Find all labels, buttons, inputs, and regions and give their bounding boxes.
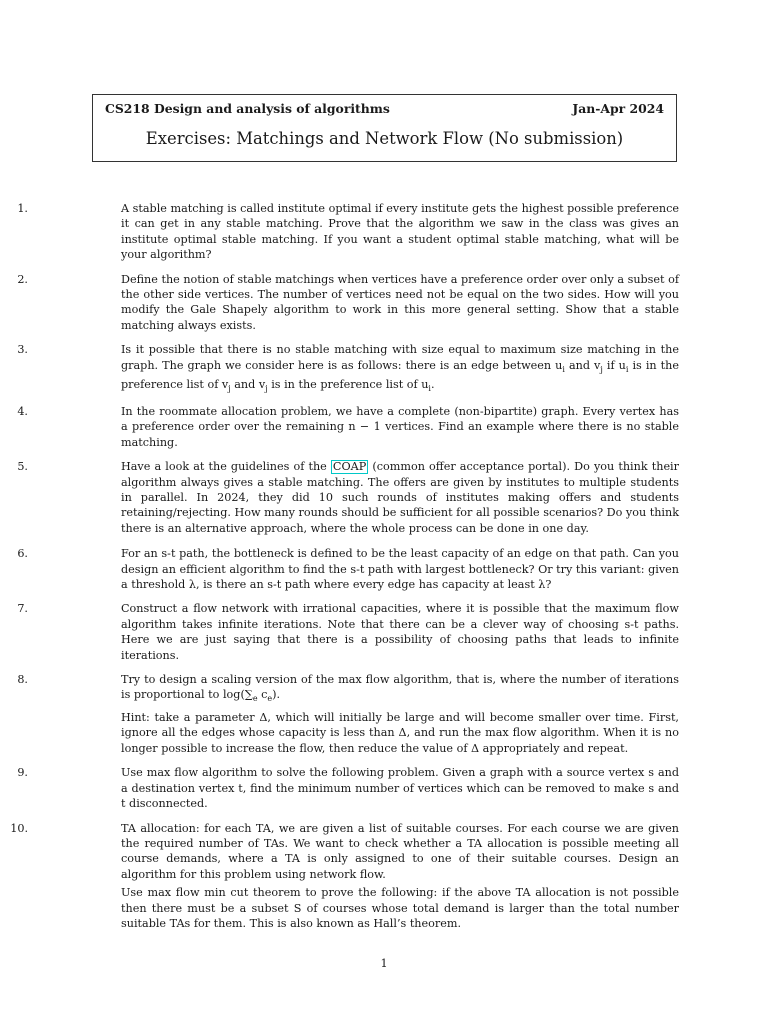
exercise-number: 10.	[10, 821, 28, 835]
exercise-item	[0, 201, 679, 263]
exercise-text: if u	[602, 358, 626, 372]
exercise-number: 6.	[17, 547, 28, 561]
page-number: 1	[380, 957, 388, 970]
exercise-item	[0, 459, 679, 536]
math-subscript: e	[252, 694, 258, 704]
exercise-paragraph	[121, 459, 679, 536]
exercise-text: is in the preference list of v	[121, 358, 679, 392]
exercise-number: 9.	[17, 766, 28, 780]
exercise-text: Have a look at the guidelines of the	[121, 460, 331, 474]
exercise-text: Use max flow algorithm to solve the following problem. Given a graph with a source vertex s and a destination vertex t, find the minimum number of vertices which can be removed to make s and t disconnected.	[121, 766, 679, 811]
math-subscript: j	[265, 384, 268, 394]
exercise-text: A stable matching is called institute optimal if every institute gets the highest possible preference it can get in any stable matching. Prove that the algorithm we saw in the class was gives an institute optimal stable matching. If you want a student optimal stable matching, what will be your algorithm?	[121, 202, 679, 262]
exercise-text: In the roommate allocation problem, we have a complete (non-bipartite) graph. Every vertex has a preference order over the remaining n − 1 vertices. Find an example where there is no stable matching.	[121, 404, 679, 449]
exercise-paragraph	[121, 272, 679, 334]
exercise-paragraph	[121, 601, 679, 663]
coap-link[interactable]: COAP	[332, 460, 367, 474]
header-box	[92, 94, 677, 162]
exercise-text: Hint: take a parameter Δ, which will initially be large and will become smaller over time. First, ignore all the edges whose capacity is less than Δ, and run the max flow algorithm. When it is no longer possible to increase the flow, then reduce the value of Δ appropriately and repeat.	[121, 711, 679, 755]
exercise-item	[0, 672, 679, 756]
exercise-text: and v	[564, 358, 601, 372]
exercise-text: and v	[230, 378, 266, 392]
math-subscript: j	[228, 384, 231, 394]
exercise-number: 7.	[17, 602, 28, 616]
exercise-paragraph	[121, 821, 679, 883]
exercise-paragraph	[121, 765, 679, 811]
exercise-text: .	[430, 378, 435, 392]
exercise-text: Define the notion of stable matchings when vertices have a preference order over only a subset of the other side vertices. The number of vertices need not be equal on the two sides. How will you modify the Gale Shapely algorithm to work in this more general setting. Show that a stable matching always exists.	[121, 272, 679, 332]
math-subscript: i	[625, 364, 629, 374]
exercise-item	[0, 342, 679, 397]
exercise-text: TA allocation: for each TA, we are given a list of suitable courses. For each course we are given the required number of TAs. We want to check whether a TA allocation is possible meeting all course demands, where a TA is only assigned to one of their suitable courses. Design an algorithm for this problem using network flow.	[121, 821, 679, 881]
exercise-number: 2.	[17, 272, 28, 286]
exercise-number: 1.	[17, 202, 28, 215]
exercise-item	[0, 546, 679, 592]
exercise-item	[0, 404, 679, 450]
math-subscript: i	[562, 364, 565, 374]
exercise-text: c	[257, 688, 268, 702]
exercise-text: (common offer acceptance portal). Do you think their algorithm always gives a stable matching. The offers are given by institutes to multiple students in parallel. In 2024, they did 10 such rounds of institutes making offers and students retaining/rejecting. How many rounds should be sufficient for all possible scenarios? Do you think there is an alternative approach, where the whole process can be done in one day.	[121, 460, 679, 535]
exercise-paragraph	[121, 404, 679, 450]
exercise-item	[0, 272, 679, 334]
term-label: Jan-Apr 2024	[572, 101, 664, 116]
exercise-item	[0, 821, 679, 932]
math-subscript: e	[267, 694, 273, 704]
page-title: Exercises: Matchings and Network Flow (No submission)	[145, 129, 624, 148]
course-title: CS218 Design and analysis of algorithms	[105, 101, 390, 116]
exercise-text: ).	[272, 688, 281, 702]
exercise-paragraph	[121, 546, 679, 592]
math-subscript: i	[428, 384, 431, 394]
exercise-paragraph	[121, 885, 679, 931]
exercise-number: 4.	[17, 404, 28, 418]
exercise-paragraph	[121, 710, 679, 756]
exercise-number: 8.	[17, 673, 28, 687]
exercise-paragraph	[121, 201, 679, 263]
exercise-text: Try to design a scaling version of the max flow algorithm, that is, where the number of iterations is proportional to log(∑	[121, 673, 679, 702]
exercise-text: is in the preference list of u	[267, 378, 429, 392]
exercise-number: 3.	[17, 343, 28, 357]
exercise-number: 5.	[17, 460, 28, 474]
math-subscript: j	[600, 364, 603, 374]
exercise-text: Construct a flow network with irrational capacities, where it is possible that the maximum flow algorithm takes infinite iterations. Note that there can be a clever way of choosing s-t paths. Here we are just saying that there is a possibility of choosing paths that leads to infinite iterations.	[121, 602, 679, 662]
exercise-text: Use max flow min cut theorem to prove the following: if the above TA allocation is not possible then there must be a subset S of courses whose total demand is larger than the total number suitable TAs for them. This is also known as Hall’s theorem.	[121, 886, 679, 930]
exercise-paragraph	[121, 342, 679, 397]
exercise-item	[0, 601, 679, 663]
exercise-text: Is it possible that there is no stable matching with size equal to maximum size matching in the graph. The graph we consider here is as follows: there is an edge between u	[121, 343, 679, 372]
exercise-item	[0, 765, 679, 811]
exercise-paragraph	[121, 672, 679, 707]
exercise-text: For an s-t path, the bottleneck is defined to be the least capacity of an edge on that path. Can you design an efficient algorithm to find the s-t path with largest bottleneck? Or try this variant: given a threshold λ, is there an s-t path where every edge has capacity at least λ?	[121, 547, 679, 591]
exercise-list	[0, 201, 768, 931]
